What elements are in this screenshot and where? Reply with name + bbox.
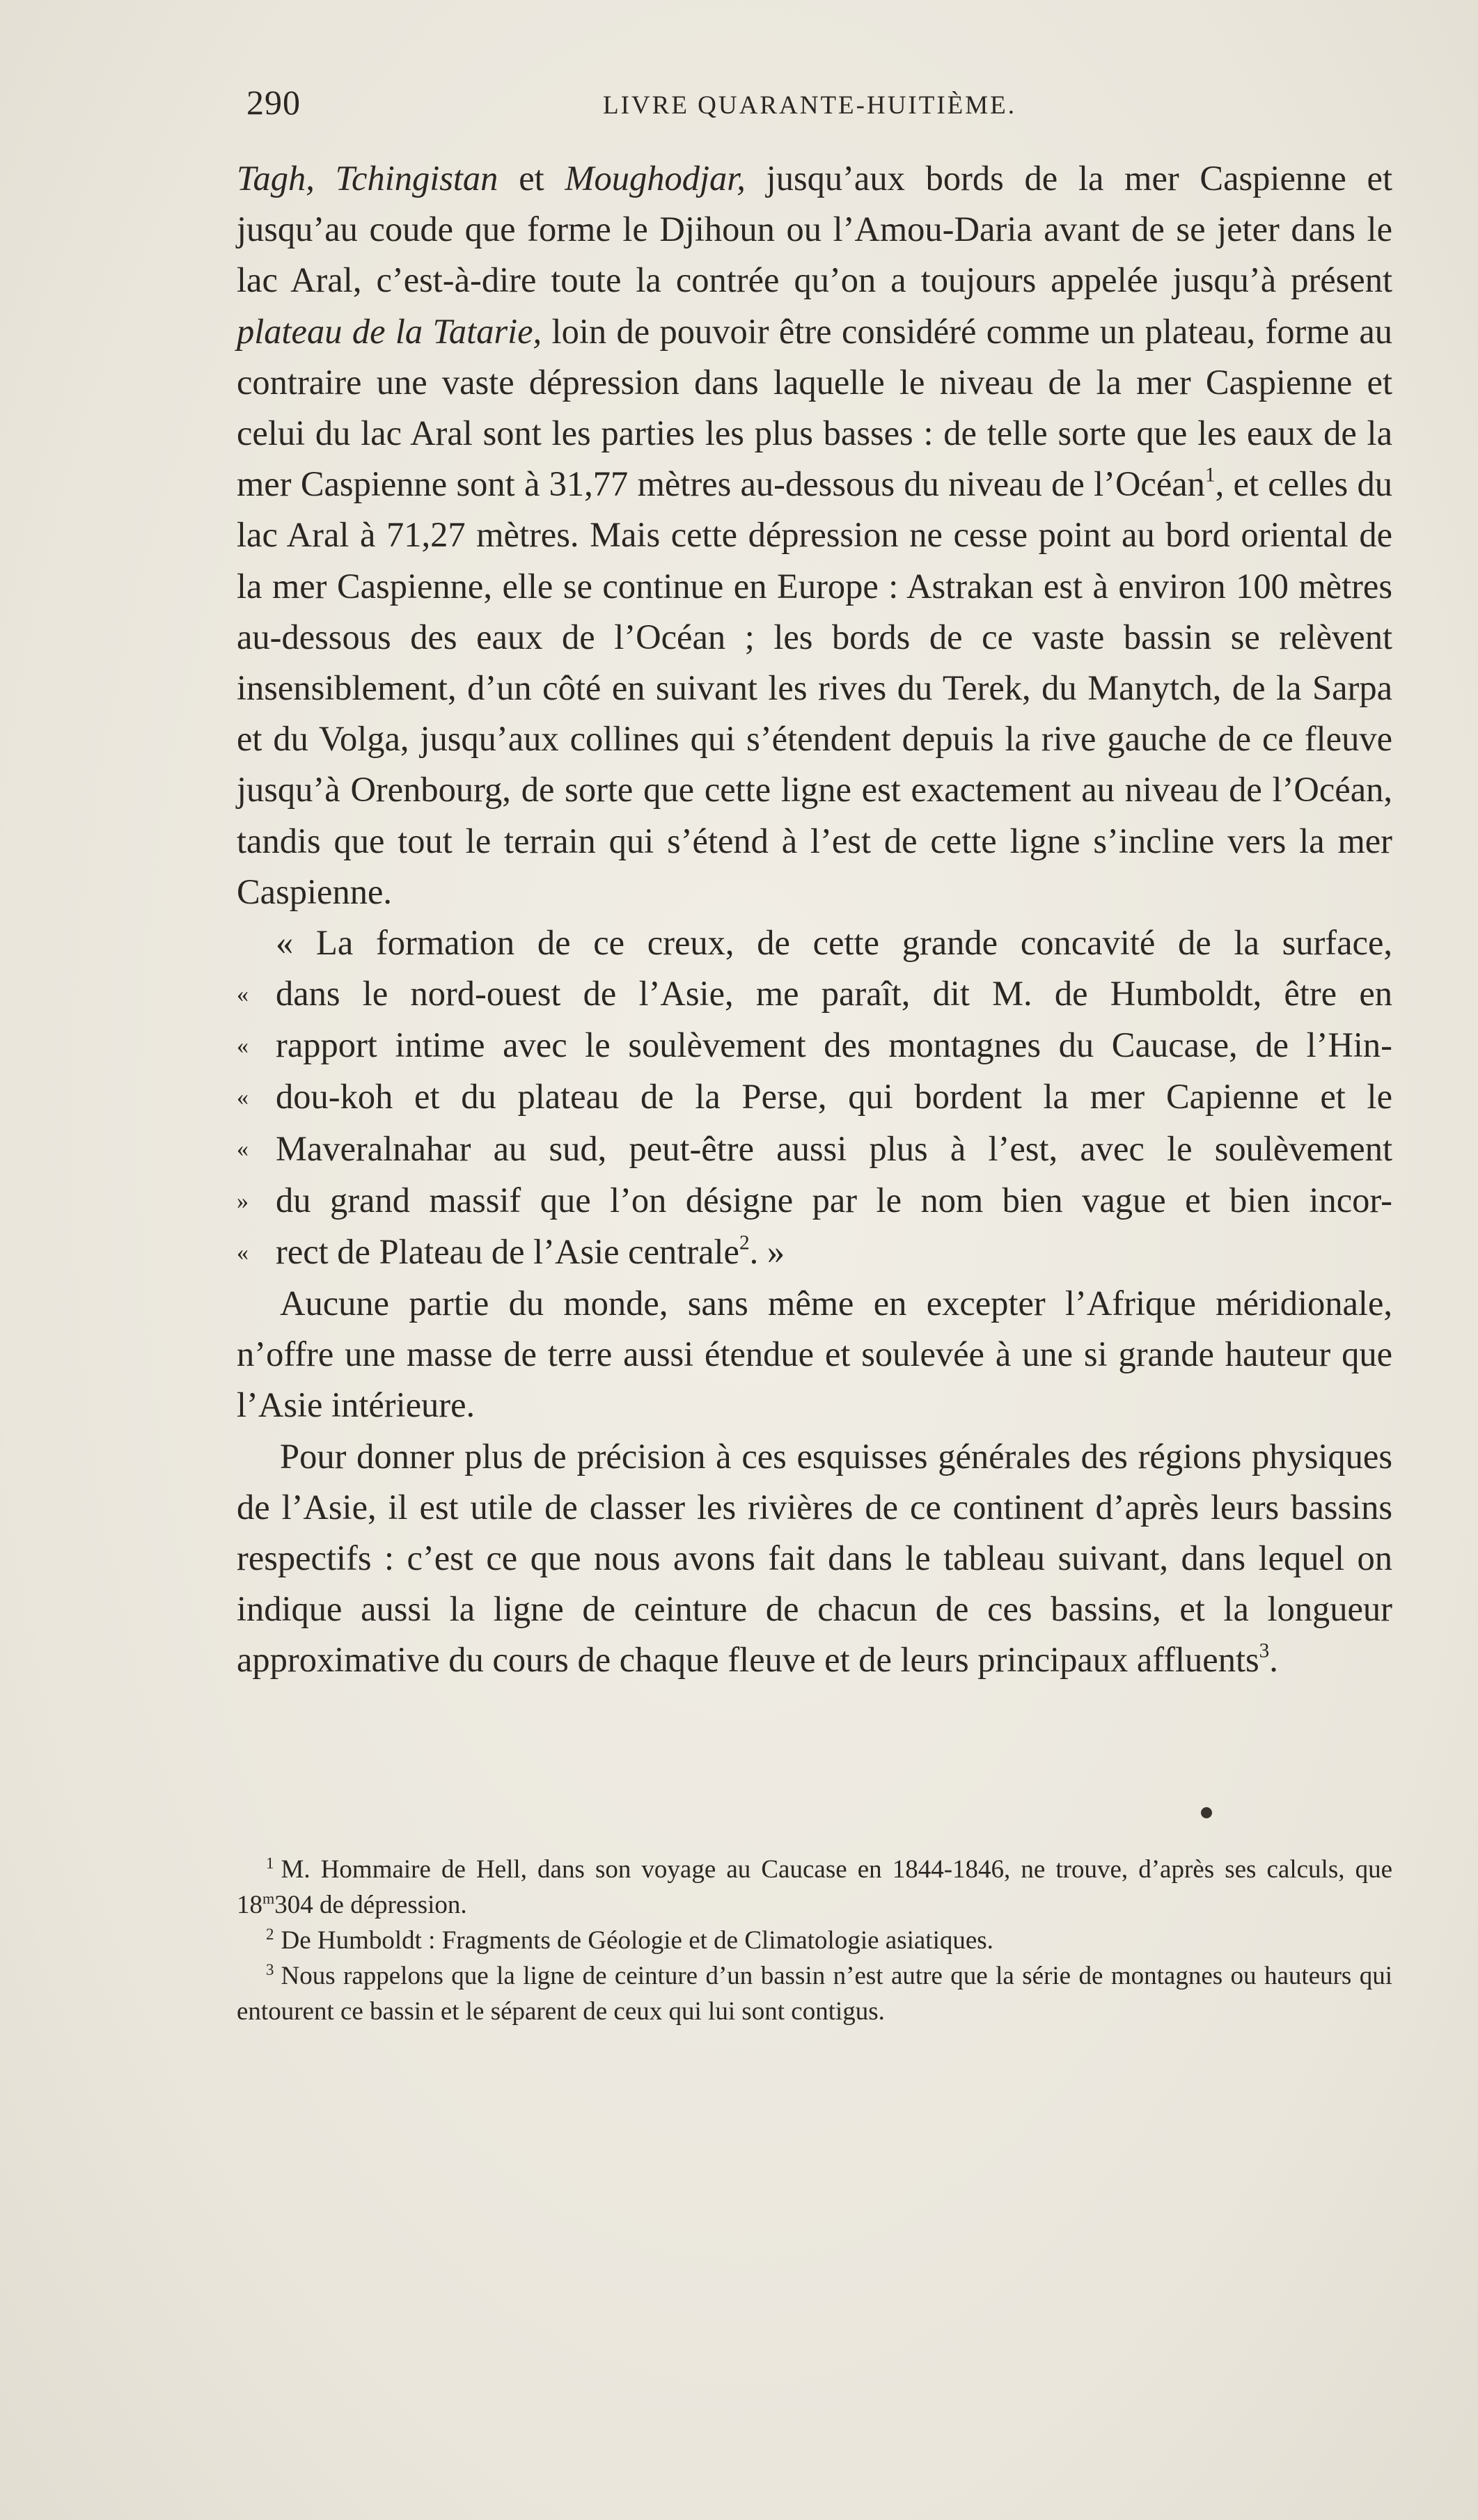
footnote-ref-2[interactable]: 2 bbox=[739, 1231, 750, 1254]
quote-mark: « bbox=[237, 1239, 249, 1266]
quote-line bbox=[237, 1227, 1392, 1278]
paragraph-1 bbox=[237, 153, 1392, 918]
text-segment: Pour donner plus de précision à ces esquisses générales des régions physiques de l’Asie, il est utile de classer les rivières de ce continent d’après leurs bassins respectifs : c’est ce que nous avons fait dans le tableau suivant, dans lequel on indique aussi la ligne de ceinture de chacun de ces bassins, et la longueur approximative du cours de chaque fleuve et de leurs principaux affluents bbox=[237, 1436, 1392, 1680]
quote-line bbox=[237, 1175, 1392, 1227]
quote-text: du grand massif que l’on désigne par le nom bien vague et bien incor- bbox=[276, 1180, 1392, 1220]
paragraph-3 bbox=[237, 1431, 1392, 1686]
footnote-text: Nous rappelons que la ligne de ceinture d’un bassin n’est autre que la série de montagnes ou hauteurs qui entourent ce bassin et le séparent de ceux qui lui sont contigus. bbox=[237, 1962, 1392, 2026]
ink-dot bbox=[1201, 1807, 1212, 1818]
footnote-ref-1[interactable]: 1 bbox=[1204, 464, 1216, 487]
quote-mark: « bbox=[237, 1033, 249, 1060]
quote-mark: « bbox=[237, 1085, 249, 1111]
quote-text: rapport intime avec le soulèvement des montagnes du Caucase, de l’Hin- bbox=[276, 1025, 1392, 1065]
quote-mark: « bbox=[237, 1136, 249, 1163]
quote-text: dou-koh et du plateau de la Perse, qui bordent la mer Capienne et le bbox=[276, 1077, 1392, 1117]
footnote-text: M. Hommaire de Hell, dans son voyage au Caucase en 1844-1846, ne trouve, d’après ses calculs, que 18 bbox=[237, 1855, 1392, 1919]
page-number: 290 bbox=[246, 83, 301, 122]
paragraph-2: Aucune partie du monde, sans même en excepter l’Afrique méridionale, n’offre une masse de terre aussi étendue et soulevée à une si grande hauteur que l’Asie intérieure. bbox=[237, 1283, 1392, 1425]
quote-mark: « bbox=[237, 982, 249, 1008]
quote-mark: » bbox=[237, 1188, 249, 1214]
footnote-number: 2 bbox=[266, 1926, 274, 1944]
place-name-italic: Moughodjar, bbox=[565, 159, 746, 198]
quote-text: Maveralnahar au sud, peut-être aussi plus à l’est, avec le soulèvement bbox=[276, 1128, 1392, 1168]
meter-unit: m bbox=[262, 1889, 275, 1907]
humboldt-quote bbox=[237, 918, 1392, 1278]
footnotes bbox=[237, 1852, 1392, 2029]
page-header bbox=[237, 82, 1392, 138]
place-names-italic: Tagh, Tchingistan bbox=[237, 159, 498, 198]
plateau-term-italic: plateau de la Tatarie, bbox=[237, 311, 542, 351]
footnote-text: 304 de dépression. bbox=[274, 1891, 467, 1919]
running-title: LIVRE QUARANTE-HUITIÈME. bbox=[603, 91, 1017, 120]
footnote-3 bbox=[237, 1958, 1392, 2029]
text-segment: et bbox=[498, 159, 565, 198]
quote-text: rect de Plateau de l’Asie centrale bbox=[276, 1231, 739, 1271]
footnote-number: 3 bbox=[266, 1961, 274, 1979]
text-segment: jusqu’aux bords de la mer Caspienne et jusqu’au coude que forme le Djihoun ou l’Amou-Daria avant de se jeter dans le lac Aral, c’est-à-dire toute la contrée qu’on a toujours appelée jusqu’à présent bbox=[237, 159, 1392, 300]
footnote-ref-3[interactable]: 3 bbox=[1259, 1639, 1270, 1662]
footnote-number: 1 bbox=[266, 1854, 274, 1873]
text-segment: . bbox=[1269, 1640, 1278, 1680]
footnote-2 bbox=[237, 1923, 1392, 1958]
quote-line bbox=[237, 1020, 1392, 1071]
quote-text: . » bbox=[749, 1231, 785, 1271]
text-segment: , et celles du lac Aral à 71,27 mètres. Mais cette dépression ne cesse point au bord oriental de la mer Caspienne, elle se continue en Europe : Astrakan est à environ 100 mètres au-dessous des eaux de l’Océan ; les bords de ce vaste bassin se relèvent insensiblement, d’un côté en suivant les rives du Terek, du Manytch, de la Sarpa et du Volga, jusqu’aux collines qui s’étendent depuis la rive gauche de ce fleuve jusqu’à Orenbourg, de sorte que cette ligne est exactement au niveau de l’Océan, tandis que tout le terrain qui s’étend à l’est de cette ligne s’incline vers la mer Caspienne. bbox=[237, 464, 1392, 911]
text-segment: loin de pouvoir être considéré comme un plateau, forme au contraire une vaste dépression dans laquelle le niveau de la mer Caspienne et celui du lac Aral sont les parties les plus basses : de telle sorte que les eaux de la mer Caspienne sont à 31,77 mètres au-dessous du niveau de l’Océan bbox=[237, 311, 1393, 504]
body-text bbox=[237, 153, 1392, 1686]
quote-text: dans le nord-ouest de l’Asie, me paraît, dit M. de Humboldt, être en bbox=[276, 974, 1392, 1014]
footnote-1 bbox=[237, 1852, 1392, 1923]
quote-line bbox=[237, 968, 1392, 1020]
quote-line bbox=[237, 1124, 1392, 1175]
quote-line: « La formation de ce creux, de cette grande concavité de la surface, bbox=[276, 923, 1392, 963]
footnote-text: De Humboldt : Fragments de Géologie et de Climatologie asiatiques. bbox=[281, 1926, 993, 1955]
quote-line bbox=[237, 1071, 1392, 1123]
